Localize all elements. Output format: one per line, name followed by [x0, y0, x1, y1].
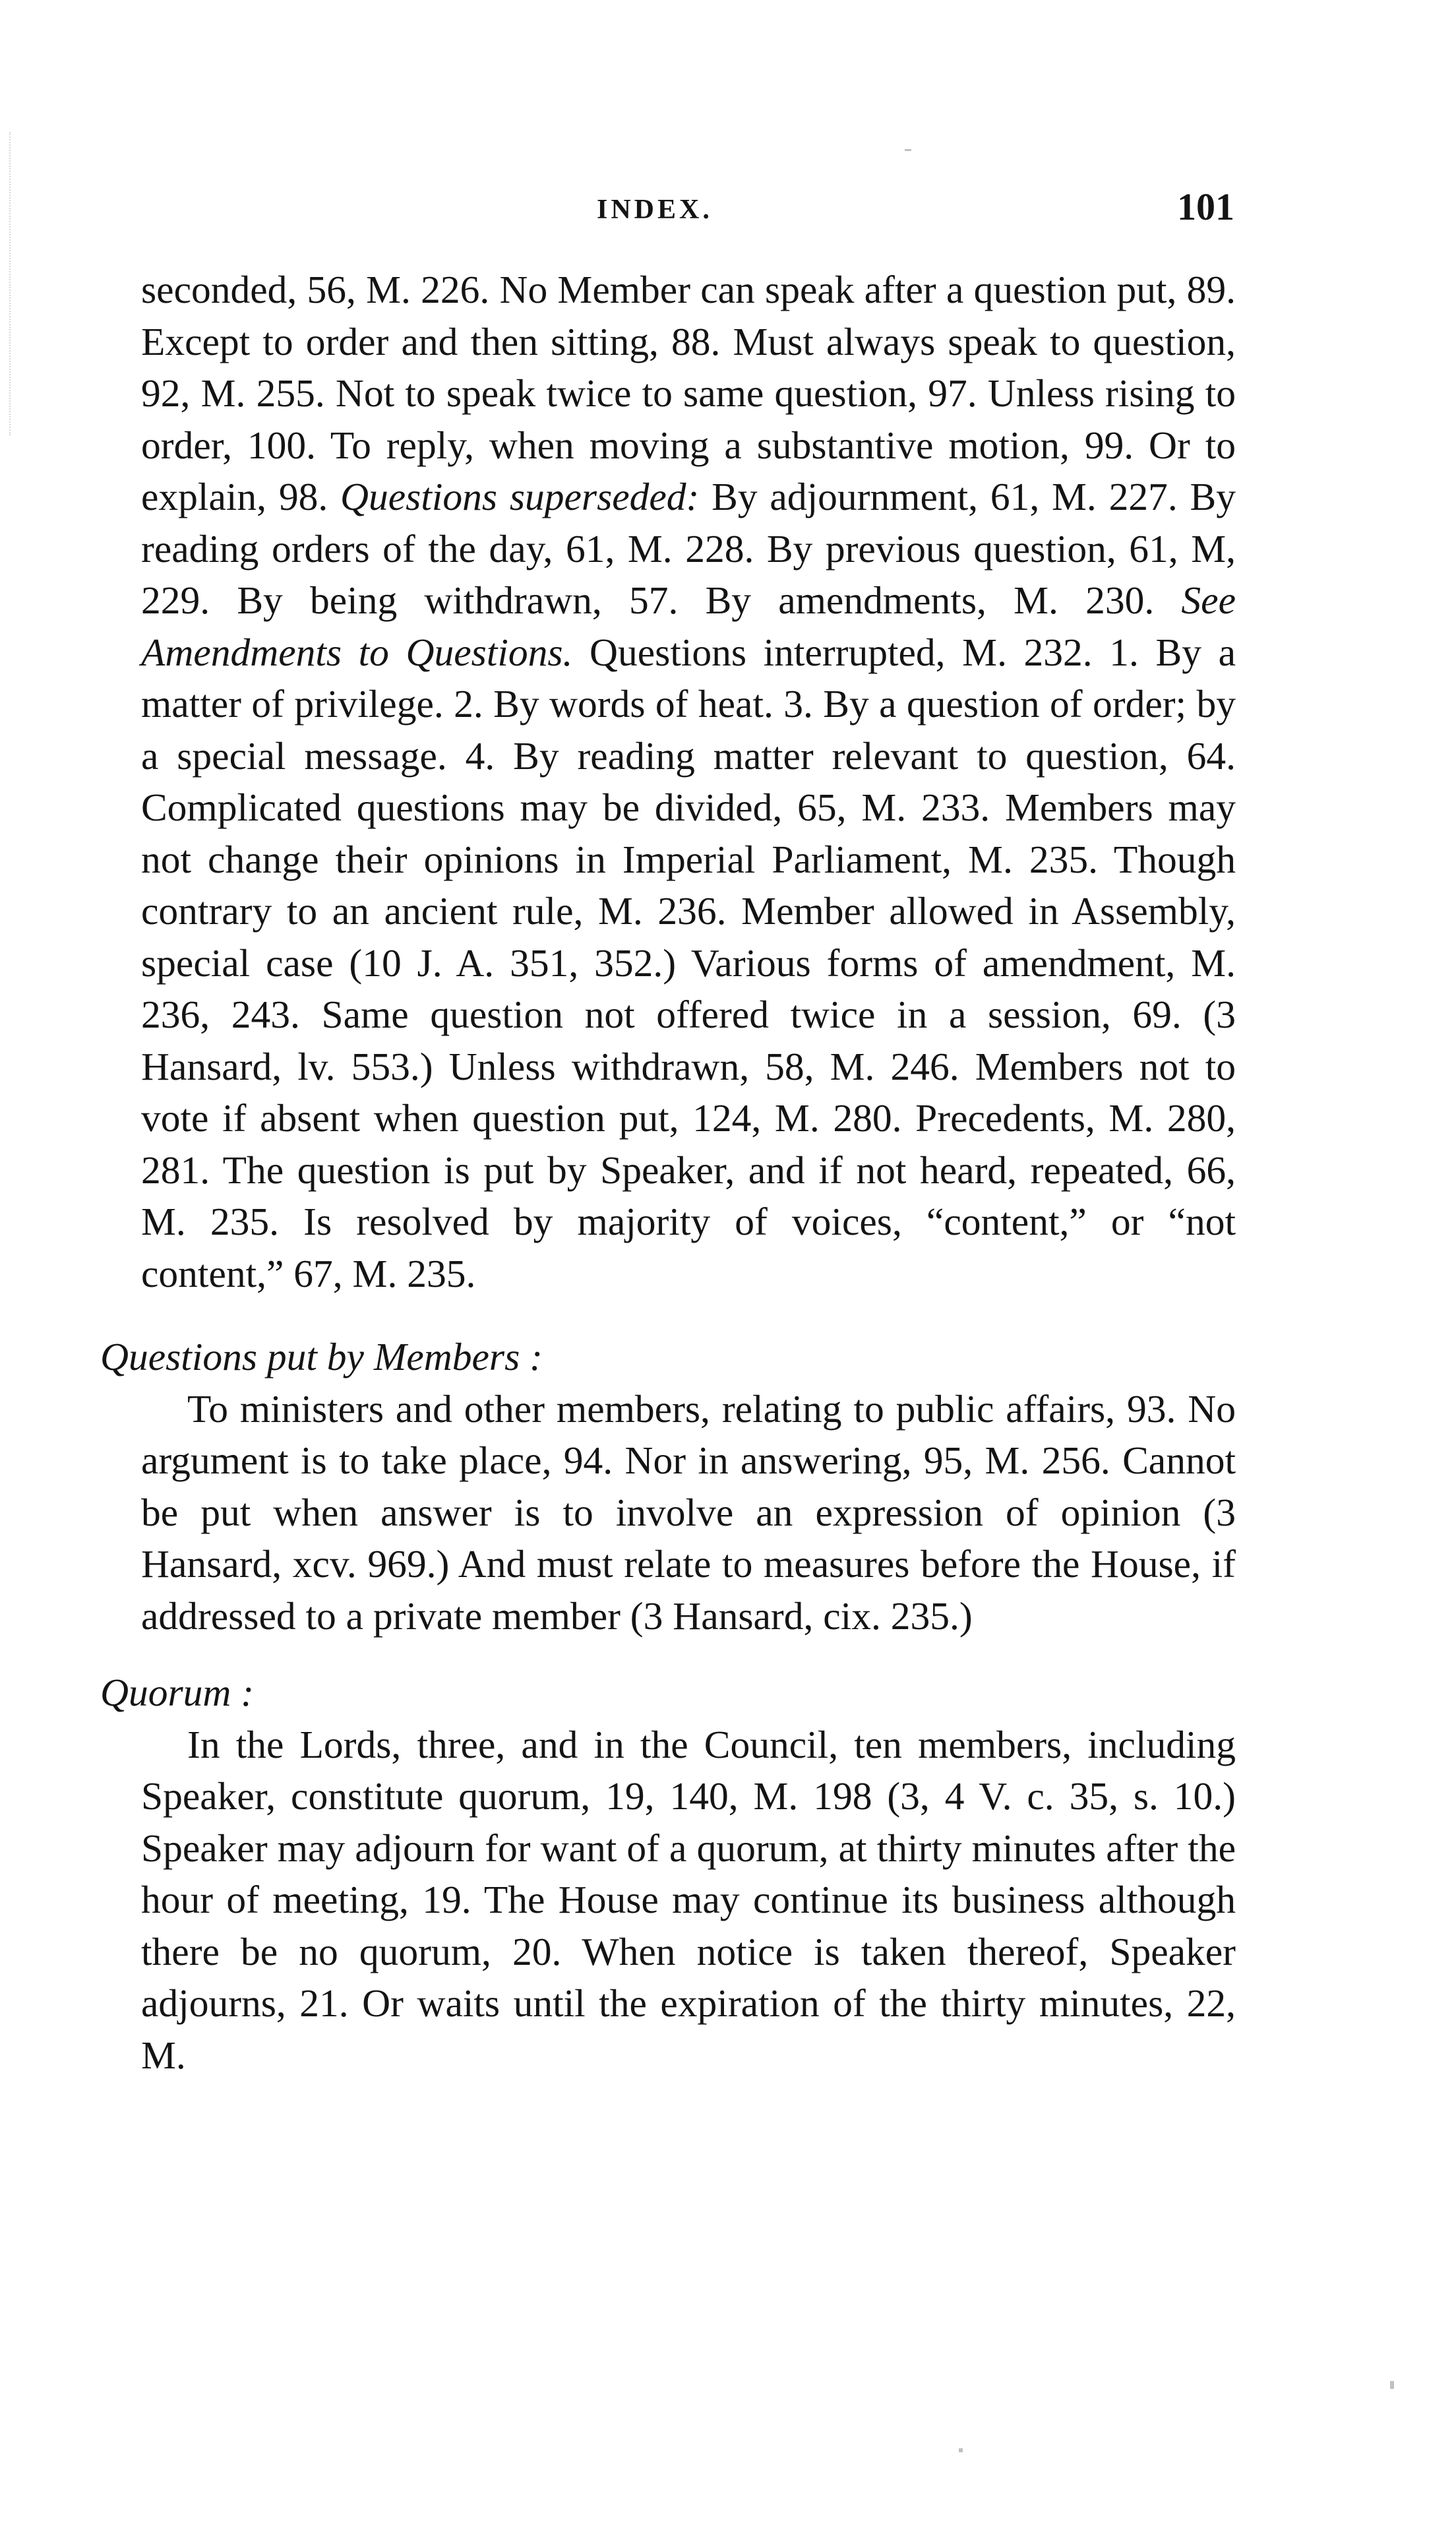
margin-scan-specks [9, 132, 20, 435]
index-entry-questions [141, 264, 1236, 1299]
page-number: 101 [1177, 185, 1234, 228]
page-header-title: INDEX. [597, 195, 713, 225]
entry-text: By adjournment, 61, M. 227. By reading orders of the day, 61, M. 228. By previous question, 61, M, 229. By being withdrawn, 57. By amendments, M. 230. [141, 475, 1236, 622]
section-text-questions-put-by-members: To ministers and other members, relating to public affairs, 93. No argument is to take place, 94. Nor in answering, 95, M. 256. Cannot be put when answer is to involve an expression of opinion (3 Hansard, xcv. 969.) And must relate to measures before the House, if addressed to a private member (3 Hansard, cix. 235.) [141, 1386, 1236, 1638]
section-heading-questions-put-by-members: Questions put by Members : [100, 1335, 543, 1378]
running-head [0, 185, 1456, 243]
scan-mark [959, 2448, 963, 2452]
entry-text: seconded, 56, M. 226. No Member can speak after a question put, 89. Except to order and then sitting, 88. Must always speak to question, 92, M. 255. Not to speak twice to same question, 97. Unless rising to order, 100. To reply, when moving a substantive motion, 99. Or to explain, 98. [141, 268, 1236, 518]
section-heading-quorum: Quorum : [100, 1671, 255, 1714]
subheading-questions-superseded: Questions superseded: [340, 475, 700, 518]
scan-mark [905, 149, 911, 151]
section-text-quorum: In the Lords, three, and in the Council, ten members, including Speaker, constitute quorum, 19, 140, M. 198 (3, 4 V. c. 35, s. 10.) Speaker may adjourn for want of a quorum, at thirty minutes after the hour of meeting, 19. The House may continue its business although there be no quorum, 20. When notice is taken thereof, Speaker adjourns, 21. Or waits until the expiration of the thirty minutes, 22, M. [141, 1722, 1236, 2077]
scan-mark [1390, 2381, 1394, 2389]
entry-text: Questions interrupted, M. 232. 1. By a matter of privilege. 2. By words of heat. 3. By a question of order; by a special message. 4. By reading matter relevant to question, 64. Complicated questions may be divided, 65, M. 233. Members may not change their opinions in Imperial Parliament, M. 235. Though contrary to an ancient rule, M. 236. Member allowed in Assembly, special case (10 J. A. 351, 352.) Various forms of amendment, M. 236, 243. Same question not offered twice in a session, 69. (3 Hansard, lv. 553.) Unless withdrawn, 58, M. 246. Members not to vote if absent when question put, 124, M. 280. Precedents, M. 280, 281. The question is put by Speaker, and if not heard, repeated, 66, M. 235. Is resolved by majority of voices, “content,” or “not content,” 67, M. 235. [141, 630, 1236, 1295]
index-body [100, 264, 1236, 2081]
cross-reference: See Amendments to Questions. [141, 578, 1236, 674]
